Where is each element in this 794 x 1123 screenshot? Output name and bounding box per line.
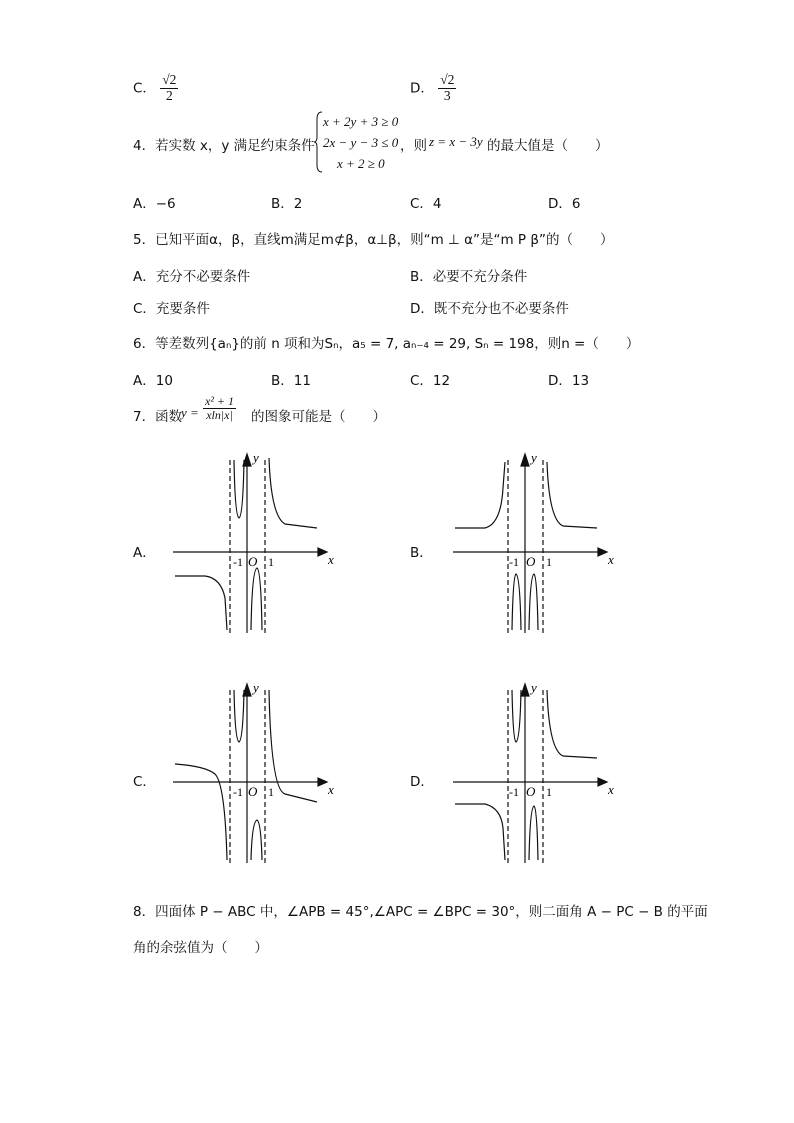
q7-option-c[interactable]: C． — [133, 774, 156, 790]
tick-neg1: -1 — [233, 555, 243, 569]
fraction: $\frac{√2}{2}$ — [162, 72, 177, 103]
q7-fraction: $\frac{\text{x² + 1}}{xln|x|}$ — [205, 394, 235, 423]
q7-option-d[interactable]: D． — [410, 774, 434, 790]
q7-option-b[interactable]: B． — [410, 545, 433, 561]
graph-c — [165, 678, 345, 868]
origin-label: O — [248, 554, 258, 569]
q5-option-d[interactable]: D．既不充分也不必要条件 — [410, 301, 569, 317]
svg-text:x: x — [608, 552, 614, 567]
q7-option-a[interactable]: A． — [133, 545, 156, 561]
y-label: y — [253, 450, 259, 465]
svg-text:O: O — [526, 784, 536, 799]
svg-text:-1: -1 — [509, 555, 519, 569]
q4-option-a[interactable]: A．−6 — [133, 196, 176, 212]
graph-b — [445, 448, 625, 638]
x-arrow — [318, 548, 327, 556]
q7-y: y = — [181, 405, 199, 420]
q5-text: 5．已知平面α，β，直线m满足m⊄β，α⊥β，则“m ⊥ α”是“m P β”的（ ） — [133, 232, 614, 248]
brace — [313, 111, 323, 173]
q5-option-b[interactable]: B．必要不充分条件 — [410, 269, 528, 285]
q3-option-d[interactable]: D． $\frac{√2}{3}$ — [410, 72, 455, 103]
svg-text:-1: -1 — [509, 785, 519, 799]
q4-option-d[interactable]: D．6 — [548, 196, 581, 212]
curve-left — [175, 576, 227, 630]
fraction: $\frac{√2}{3}$ — [440, 72, 455, 103]
curve-mid-top — [234, 460, 244, 518]
svg-text:y: y — [253, 680, 259, 695]
constraint-1: x + 2y + 3 ≥ 0 — [323, 114, 399, 129]
constraint-3: x + 2 ≥ 0 — [337, 156, 385, 171]
q4-option-b[interactable]: B．2 — [271, 196, 303, 212]
q4-prefix: 4．若实数 x，y 满足约束条件 — [133, 138, 315, 154]
q4-expr: z = x − 3y — [429, 134, 483, 149]
q6-text: 6．等差数列{aₙ}的前 n 项和为Sₙ，a₅ = 7, aₙ₋₄ = 29, Sₙ = 198，则n =（ ） — [133, 336, 640, 352]
q7-suffix: 的图象可能是（ ） — [251, 409, 386, 425]
curve-right — [269, 458, 317, 528]
svg-text:O: O — [248, 784, 258, 799]
q6-option-d[interactable]: D．13 — [548, 373, 590, 389]
q3-option-c[interactable]: C． $\frac{√2}{2}$ — [133, 72, 177, 103]
svg-text:1: 1 — [546, 555, 552, 569]
q4-option-c[interactable]: C．4 — [410, 196, 442, 212]
q5-option-c[interactable]: C．充要条件 — [133, 301, 210, 317]
q4-suffix: 的最大值是（ ） — [487, 138, 609, 154]
svg-text:1: 1 — [268, 785, 274, 799]
curve-mid-bottom — [251, 568, 262, 630]
svg-text:y: y — [531, 680, 537, 695]
graph-d — [445, 678, 625, 868]
svg-text:x: x — [328, 782, 334, 797]
svg-text:y: y — [531, 450, 537, 465]
tick-1: 1 — [268, 555, 274, 569]
svg-text:1: 1 — [546, 785, 552, 799]
q4-mid: ，则 — [400, 138, 427, 154]
q5-option-a[interactable]: A．充分不必要条件 — [133, 269, 251, 285]
graph-a — [165, 448, 345, 638]
q7-prefix: 7．函数 — [133, 409, 183, 425]
q6-option-b[interactable]: B．11 — [271, 373, 311, 389]
q8-line2: 角的余弦值为（ ） — [133, 940, 268, 956]
svg-text:-1: -1 — [233, 785, 243, 799]
q8-line1: 8．四面体 P − ABC 中，∠APB = 45°,∠APC = ∠BPC = 30°，则二面角 A − PC − B 的平面 — [133, 904, 708, 920]
svg-text:O: O — [526, 554, 536, 569]
q6-option-a[interactable]: A．10 — [133, 373, 173, 389]
svg-text:x: x — [608, 782, 614, 797]
x-label: x — [328, 552, 334, 567]
constraint-2: 2x − y − 3 ≤ 0 — [323, 135, 399, 150]
q6-option-c[interactable]: C．12 — [410, 373, 451, 389]
